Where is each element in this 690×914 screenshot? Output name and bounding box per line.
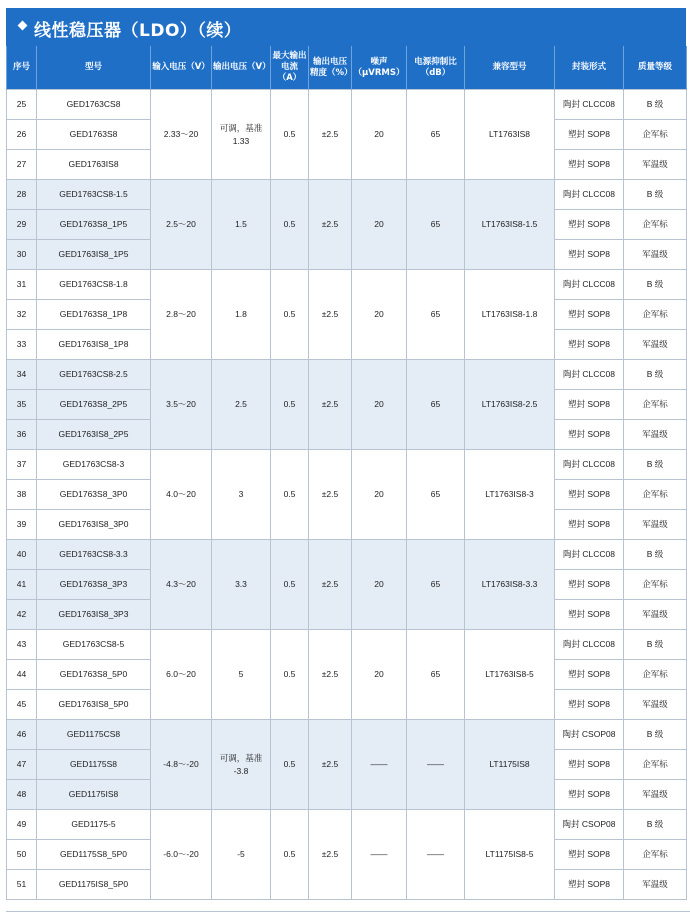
cell-grade: B 级 <box>624 540 687 570</box>
cell-grade: B 级 <box>624 450 687 480</box>
cell-no: 37 <box>7 450 37 480</box>
cell-no: 25 <box>7 90 37 120</box>
cell-package: 塑封 SOP8 <box>555 870 624 900</box>
cell-grade: 企军标 <box>624 390 687 420</box>
cell-output-voltage: 3.3 <box>212 540 271 630</box>
cell-grade: 军温级 <box>624 240 687 270</box>
cell-model: GED1763CS8-1.5 <box>37 180 151 210</box>
cell-package: 陶封 CLCC08 <box>555 180 624 210</box>
cell-package: 陶封 CLCC08 <box>555 450 624 480</box>
cell-no: 43 <box>7 630 37 660</box>
cell-model: GED1763IS8_3P3 <box>37 600 151 630</box>
cell-model: GED1175IS8_5P0 <box>37 870 151 900</box>
cell-package: 陶封 CLCC08 <box>555 270 624 300</box>
cell-package: 塑封 SOP8 <box>555 750 624 780</box>
cell-model: GED1763CS8-3.3 <box>37 540 151 570</box>
cell-max-current: 0.5 <box>271 360 309 450</box>
cell-compatible: LT1763IS8-2.5 <box>465 360 555 450</box>
cell-no: 29 <box>7 210 37 240</box>
cell-package: 陶封 CLCC08 <box>555 90 624 120</box>
ldo-table <box>6 46 687 900</box>
cell-noise: 20 <box>352 540 407 630</box>
cell-psrr: —— <box>407 810 465 900</box>
table-row <box>7 360 687 390</box>
cell-no: 28 <box>7 180 37 210</box>
col-header-max-current: 最大输出电流（A） <box>271 46 309 90</box>
cell-package: 陶封 CSOP08 <box>555 720 624 750</box>
col-header-model: 型号 <box>37 46 151 90</box>
cell-input-voltage: 3.5～20 <box>151 360 212 450</box>
cell-no: 38 <box>7 480 37 510</box>
cell-no: 33 <box>7 330 37 360</box>
diamond-bullet-icon <box>18 21 28 31</box>
cell-noise: 20 <box>352 90 407 180</box>
cell-noise: —— <box>352 810 407 900</box>
cell-no: 27 <box>7 150 37 180</box>
cell-max-current: 0.5 <box>271 630 309 720</box>
table-row <box>7 810 687 840</box>
section-header <box>6 8 686 46</box>
cell-model: GED1763CS8-5 <box>37 630 151 660</box>
cell-no: 44 <box>7 660 37 690</box>
col-header-psrr: 电源抑制比（dB） <box>407 46 465 90</box>
cell-model: GED1763CS8-3 <box>37 450 151 480</box>
col-header-input-voltage: 输入电压（V） <box>151 46 212 90</box>
cell-grade: 企军标 <box>624 210 687 240</box>
cell-input-voltage: -6.0～-20 <box>151 810 212 900</box>
cell-grade: B 级 <box>624 90 687 120</box>
cell-no: 47 <box>7 750 37 780</box>
cell-model: GED1763S8_3P3 <box>37 570 151 600</box>
cell-grade: 企军标 <box>624 120 687 150</box>
cell-grade: 军温级 <box>624 420 687 450</box>
bottom-rule <box>6 911 690 912</box>
cell-no: 34 <box>7 360 37 390</box>
cell-output-voltage: 可调，基准 -3.8 <box>212 720 271 810</box>
cell-model: GED1175S8_5P0 <box>37 840 151 870</box>
cell-model: GED1763S8_2P5 <box>37 390 151 420</box>
cell-model: GED1175S8 <box>37 750 151 780</box>
cell-grade: 军温级 <box>624 150 687 180</box>
cell-accuracy: ±2.5 <box>309 630 352 720</box>
cell-accuracy: ±2.5 <box>309 360 352 450</box>
cell-package: 陶封 CLCC08 <box>555 360 624 390</box>
cell-no: 26 <box>7 120 37 150</box>
cell-no: 35 <box>7 390 37 420</box>
cell-input-voltage: 4.0～20 <box>151 450 212 540</box>
cell-max-current: 0.5 <box>271 720 309 810</box>
cell-package: 陶封 CLCC08 <box>555 540 624 570</box>
cell-max-current: 0.5 <box>271 540 309 630</box>
cell-output-voltage: 5 <box>212 630 271 720</box>
cell-input-voltage: 2.5～20 <box>151 180 212 270</box>
cell-accuracy: ±2.5 <box>309 720 352 810</box>
cell-psrr: 65 <box>407 90 465 180</box>
cell-compatible: LT1763IS8-1.5 <box>465 180 555 270</box>
cell-output-voltage: 1.5 <box>212 180 271 270</box>
cell-grade: 军温级 <box>624 870 687 900</box>
cell-psrr: 65 <box>407 630 465 720</box>
cell-package: 陶封 CSOP08 <box>555 810 624 840</box>
cell-no: 39 <box>7 510 37 540</box>
cell-package: 塑封 SOP8 <box>555 510 624 540</box>
cell-package: 塑封 SOP8 <box>555 660 624 690</box>
cell-noise: 20 <box>352 180 407 270</box>
cell-no: 51 <box>7 870 37 900</box>
col-header-grade: 质量等级 <box>624 46 687 90</box>
cell-psrr: 65 <box>407 540 465 630</box>
cell-noise: —— <box>352 720 407 810</box>
cell-package: 塑封 SOP8 <box>555 120 624 150</box>
cell-input-voltage: 6.0～20 <box>151 630 212 720</box>
cell-grade: 军温级 <box>624 690 687 720</box>
cell-output-voltage: 3 <box>212 450 271 540</box>
cell-package: 陶封 CLCC08 <box>555 630 624 660</box>
cell-grade: 企军标 <box>624 300 687 330</box>
cell-model: GED1175CS8 <box>37 720 151 750</box>
cell-no: 42 <box>7 600 37 630</box>
cell-noise: 20 <box>352 450 407 540</box>
cell-model: GED1763S8_1P8 <box>37 300 151 330</box>
cell-model: GED1763IS8_1P5 <box>37 240 151 270</box>
table-row <box>7 540 687 570</box>
cell-no: 45 <box>7 690 37 720</box>
cell-model: GED1763S8_1P5 <box>37 210 151 240</box>
cell-model: GED1763CS8-1.8 <box>37 270 151 300</box>
cell-package: 塑封 SOP8 <box>555 690 624 720</box>
cell-model: GED1763IS8_1P8 <box>37 330 151 360</box>
cell-grade: B 级 <box>624 360 687 390</box>
table-body <box>7 90 687 900</box>
table-row <box>7 720 687 750</box>
cell-grade: 企军标 <box>624 660 687 690</box>
cell-grade: B 级 <box>624 810 687 840</box>
cell-grade: 军温级 <box>624 510 687 540</box>
cell-no: 32 <box>7 300 37 330</box>
cell-model: GED1763CS8-2.5 <box>37 360 151 390</box>
cell-package: 塑封 SOP8 <box>555 300 624 330</box>
cell-no: 46 <box>7 720 37 750</box>
cell-psrr: 65 <box>407 360 465 450</box>
cell-grade: 企军标 <box>624 840 687 870</box>
col-header-compatible: 兼容型号 <box>465 46 555 90</box>
cell-grade: 企军标 <box>624 570 687 600</box>
cell-output-voltage: 1.8 <box>212 270 271 360</box>
cell-grade: 企军标 <box>624 750 687 780</box>
cell-compatible: LT1763IS8-5 <box>465 630 555 720</box>
cell-no: 41 <box>7 570 37 600</box>
cell-grade: B 级 <box>624 630 687 660</box>
col-header-output-voltage: 输出电压（V） <box>212 46 271 90</box>
table-row <box>7 270 687 300</box>
cell-compatible: LT1763IS8 <box>465 90 555 180</box>
cell-noise: 20 <box>352 630 407 720</box>
cell-no: 49 <box>7 810 37 840</box>
cell-psrr: —— <box>407 720 465 810</box>
cell-noise: 20 <box>352 360 407 450</box>
cell-accuracy: ±2.5 <box>309 180 352 270</box>
cell-compatible: LT1763IS8-3.3 <box>465 540 555 630</box>
cell-model: GED1763IS8_5P0 <box>37 690 151 720</box>
cell-accuracy: ±2.5 <box>309 270 352 360</box>
table-row <box>7 90 687 120</box>
cell-accuracy: ±2.5 <box>309 450 352 540</box>
cell-model: GED1763S8 <box>37 120 151 150</box>
cell-grade: 军温级 <box>624 330 687 360</box>
cell-accuracy: ±2.5 <box>309 90 352 180</box>
cell-package: 塑封 SOP8 <box>555 480 624 510</box>
cell-no: 50 <box>7 840 37 870</box>
cell-grade: 军温级 <box>624 600 687 630</box>
cell-input-voltage: 4.3～20 <box>151 540 212 630</box>
section-title: 线性稳压器（LDO）（续） <box>34 21 242 41</box>
cell-no: 48 <box>7 780 37 810</box>
cell-max-current: 0.5 <box>271 90 309 180</box>
cell-compatible: LT1763IS8-3 <box>465 450 555 540</box>
cell-no: 31 <box>7 270 37 300</box>
cell-no: 36 <box>7 420 37 450</box>
cell-model: GED1763IS8_3P0 <box>37 510 151 540</box>
cell-no: 40 <box>7 540 37 570</box>
cell-max-current: 0.5 <box>271 270 309 360</box>
cell-input-voltage: 2.33～20 <box>151 90 212 180</box>
cell-package: 塑封 SOP8 <box>555 420 624 450</box>
cell-model: GED1175-5 <box>37 810 151 840</box>
cell-accuracy: ±2.5 <box>309 540 352 630</box>
cell-grade: B 级 <box>624 270 687 300</box>
cell-package: 塑封 SOP8 <box>555 570 624 600</box>
cell-model: GED1763S8_3P0 <box>37 480 151 510</box>
cell-compatible: LT1175IS8-5 <box>465 810 555 900</box>
cell-psrr: 65 <box>407 270 465 360</box>
cell-model: GED1175IS8 <box>37 780 151 810</box>
table-header-row <box>7 46 687 90</box>
cell-model: GED1763IS8 <box>37 150 151 180</box>
col-header-package: 封装形式 <box>555 46 624 90</box>
cell-package: 塑封 SOP8 <box>555 390 624 420</box>
col-header-no: 序号 <box>7 46 37 90</box>
cell-compatible: LT1763IS8-1.8 <box>465 270 555 360</box>
cell-package: 塑封 SOP8 <box>555 150 624 180</box>
cell-psrr: 65 <box>407 450 465 540</box>
cell-grade: B 级 <box>624 720 687 750</box>
cell-psrr: 65 <box>407 180 465 270</box>
cell-model: GED1763IS8_2P5 <box>37 420 151 450</box>
cell-accuracy: ±2.5 <box>309 810 352 900</box>
cell-output-voltage: 2.5 <box>212 360 271 450</box>
cell-package: 塑封 SOP8 <box>555 780 624 810</box>
cell-package: 塑封 SOP8 <box>555 600 624 630</box>
col-header-accuracy: 输出电压精度（%） <box>309 46 352 90</box>
cell-output-voltage: 可调，基准 1.33 <box>212 90 271 180</box>
table-row <box>7 180 687 210</box>
cell-model: GED1763CS8 <box>37 90 151 120</box>
cell-package: 塑封 SOP8 <box>555 840 624 870</box>
cell-grade: 企军标 <box>624 480 687 510</box>
cell-max-current: 0.5 <box>271 180 309 270</box>
col-header-noise: 噪声（μVRMS） <box>352 46 407 90</box>
cell-grade: B 级 <box>624 180 687 210</box>
cell-max-current: 0.5 <box>271 450 309 540</box>
cell-max-current: 0.5 <box>271 810 309 900</box>
cell-no: 30 <box>7 240 37 270</box>
cell-output-voltage: -5 <box>212 810 271 900</box>
table-row <box>7 450 687 480</box>
cell-package: 塑封 SOP8 <box>555 330 624 360</box>
cell-input-voltage: 2.8～20 <box>151 270 212 360</box>
cell-compatible: LT1175IS8 <box>465 720 555 810</box>
cell-noise: 20 <box>352 270 407 360</box>
cell-grade: 军温级 <box>624 780 687 810</box>
cell-package: 塑封 SOP8 <box>555 240 624 270</box>
cell-model: GED1763S8_5P0 <box>37 660 151 690</box>
cell-input-voltage: -4.8～-20 <box>151 720 212 810</box>
cell-package: 塑封 SOP8 <box>555 210 624 240</box>
table-row <box>7 630 687 660</box>
